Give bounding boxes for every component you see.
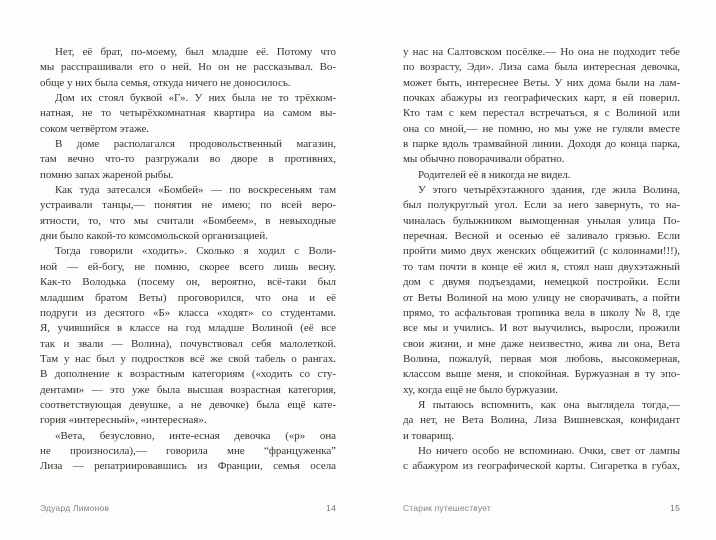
text-line: дентами» — это уже была высшая возрастная категория, (40, 383, 336, 396)
text-line: был полукруглый угол. Если за него завернуть, то на- (403, 199, 680, 212)
text-line: Как-то Володька (посему он, вероятно, всё-таки был (40, 276, 336, 289)
text-line: чиналась булыжником вымощенная унылая улица По- (403, 214, 680, 227)
text-line: и товарищ. (403, 429, 454, 442)
paragraph (40, 45, 336, 91)
text-line: то там почти в конце её жил я, стоял наш двухэтажный (403, 260, 680, 273)
paragraph (40, 244, 336, 428)
paragraph (403, 398, 680, 444)
text-line: Лиза — репатриировавшись из Франции, семья осела (40, 460, 336, 473)
text-line: Нет, её брат, по-моему, был младше её. Потому что (55, 46, 336, 58)
text-line: помню запах жареной рыбы. (40, 168, 174, 181)
text-line: в парке вдоль трамвайной линии. Доходя до конца парка, (403, 138, 680, 151)
text-line: Волина, пожалуй, первая моя любовь, высокомерная, (403, 352, 680, 365)
text-line: ятности, то, что мы считали «Бомбеем», в невыходные (40, 214, 336, 227)
text-line: В дополнение к возрастным категориям («ходить со сту- (40, 368, 336, 381)
paragraph (40, 91, 336, 137)
page-right-footer (403, 503, 680, 513)
page-number-left: 14 (326, 503, 336, 513)
text-line: прямо, то асфальтовая тропинка вела в школу № 8, где (403, 306, 680, 319)
page-number-right: 15 (670, 503, 680, 513)
running-title-book: Старик путешествует (403, 503, 491, 513)
text-line: почках абажуры из географических карт, я ей поверил. (403, 92, 680, 105)
text-line: Дом их стоял буквой «Г». У них была не то трёхком- (55, 92, 336, 105)
text-line: дни было какой-то комсомольской организацией. (40, 230, 268, 243)
text-line: мы обычно поворачивали обратно. (403, 153, 565, 166)
text-line: пройти мимо двух женских общежитий (с колоннами!!!), (403, 245, 680, 258)
text-line: от Веты Волиной на мою улицу не сворачивать, а пойти (403, 291, 680, 304)
text-line: все мы и учились. И вот выучились, выросли, прожили (403, 322, 680, 335)
text-line: соком четвёртом этаже. (40, 122, 150, 135)
text-line: подруги из десятого «Б» класса «ходят» со студентами. (40, 306, 336, 319)
paragraph (40, 137, 336, 183)
text-line: В доме располагался продовольственный магазин, (55, 138, 336, 151)
text-line: гория «интересный», «интересная». (40, 414, 207, 427)
text-line: с абажуром из географической карты. Сигаретка в губах, (403, 460, 680, 473)
page-left-footer (40, 503, 336, 513)
text-line: соответствующая девушке, а не девочке) была ещё кате- (40, 398, 336, 411)
text-line: классом выше меня, и спокойная. Буржуазная в ту эпо- (403, 368, 680, 381)
text-line: так и звали — Волина), почувствовал себя малолеткой. (40, 337, 336, 350)
text-line: обще у них была семья, откуда ничего не доносилось. (40, 76, 291, 89)
text-line: младшим братом Веты) проговорился, что она и её (40, 291, 336, 304)
paragraph (403, 183, 680, 398)
text-line: Но ничего особо не вспоминаю. Очки, свет от лампы (418, 444, 680, 457)
running-title-author: Эдуард Лимонов (40, 503, 110, 513)
text-line: свои жизни, и мне даже неизвестно, жива ли она, Вета (403, 337, 680, 350)
text-line: она со мной,— не помню, но мы уже не гуляли вместе (403, 122, 680, 135)
text-line: у нас на Салтовском посёлке.— Но она не подходит тебе (403, 46, 680, 58)
paragraph (403, 45, 680, 168)
text-line: устраивали танцы,— понятия не имею; по всей веро- (40, 199, 336, 212)
paragraph (403, 444, 680, 475)
page-right-text (403, 45, 680, 475)
text-line: Родителей её я никогда не видел. (418, 168, 571, 181)
text-line: да нет, не Вета Волина, Лиза Вишневская, конфидант (403, 414, 680, 427)
text-line: не произносила),— говорила мне “француженка” (40, 444, 336, 457)
text-line: ху, когда ещё не было буржуазии. (403, 383, 558, 396)
text-line: Там у нас был у подростков всё же свой табель о рангах. (40, 352, 336, 365)
text-line: ной — ей-богу, не помню, скорее всего лишь весну. (40, 260, 336, 273)
page-left (40, 45, 336, 525)
text-line: Как туда затесался «Бомбей» — по воскресеньям там (55, 184, 336, 197)
paragraph (40, 429, 336, 475)
text-line: «Вета, безусловно, инте-есная девочка («р» она (55, 429, 336, 442)
text-line: перечная. Весной и осенью её заливало грязью. Если (403, 230, 680, 243)
text-line: Я, учившийся в классе на год младше Волиной (её все (40, 322, 336, 335)
text-line: дом с двумя подъездами, немецкой постройки. Если (403, 276, 680, 289)
text-line: У этого четырёхэтажного здания, где жила Волина, (418, 184, 680, 197)
text-line: может быть, интереснее Веты. У них дома были на лам- (403, 76, 680, 89)
text-line: мы расспрашивали его о ней. Но он не рассказывал. Во- (40, 61, 336, 74)
page-left-text (40, 45, 336, 475)
text-line: натная, не то четырёхкомнатная квартира на самом вы- (40, 107, 336, 120)
text-line: Тогда говорили «ходить». Сколько я ходил с Воли- (55, 245, 336, 258)
text-line: Кто там с кем перестал встречаться, я с Волиной или (403, 107, 680, 120)
text-line: Я пытаюсь вспомнить, как она выглядела тогда,— (418, 398, 680, 411)
page-right (403, 45, 680, 525)
paragraph (403, 168, 680, 183)
text-line: там вечно что-то разгружали во дворе в противнях, (40, 153, 336, 166)
text-line: по возрасту, Эди». Лиза сама была интересная девочка, (403, 61, 680, 74)
paragraph (40, 183, 336, 244)
